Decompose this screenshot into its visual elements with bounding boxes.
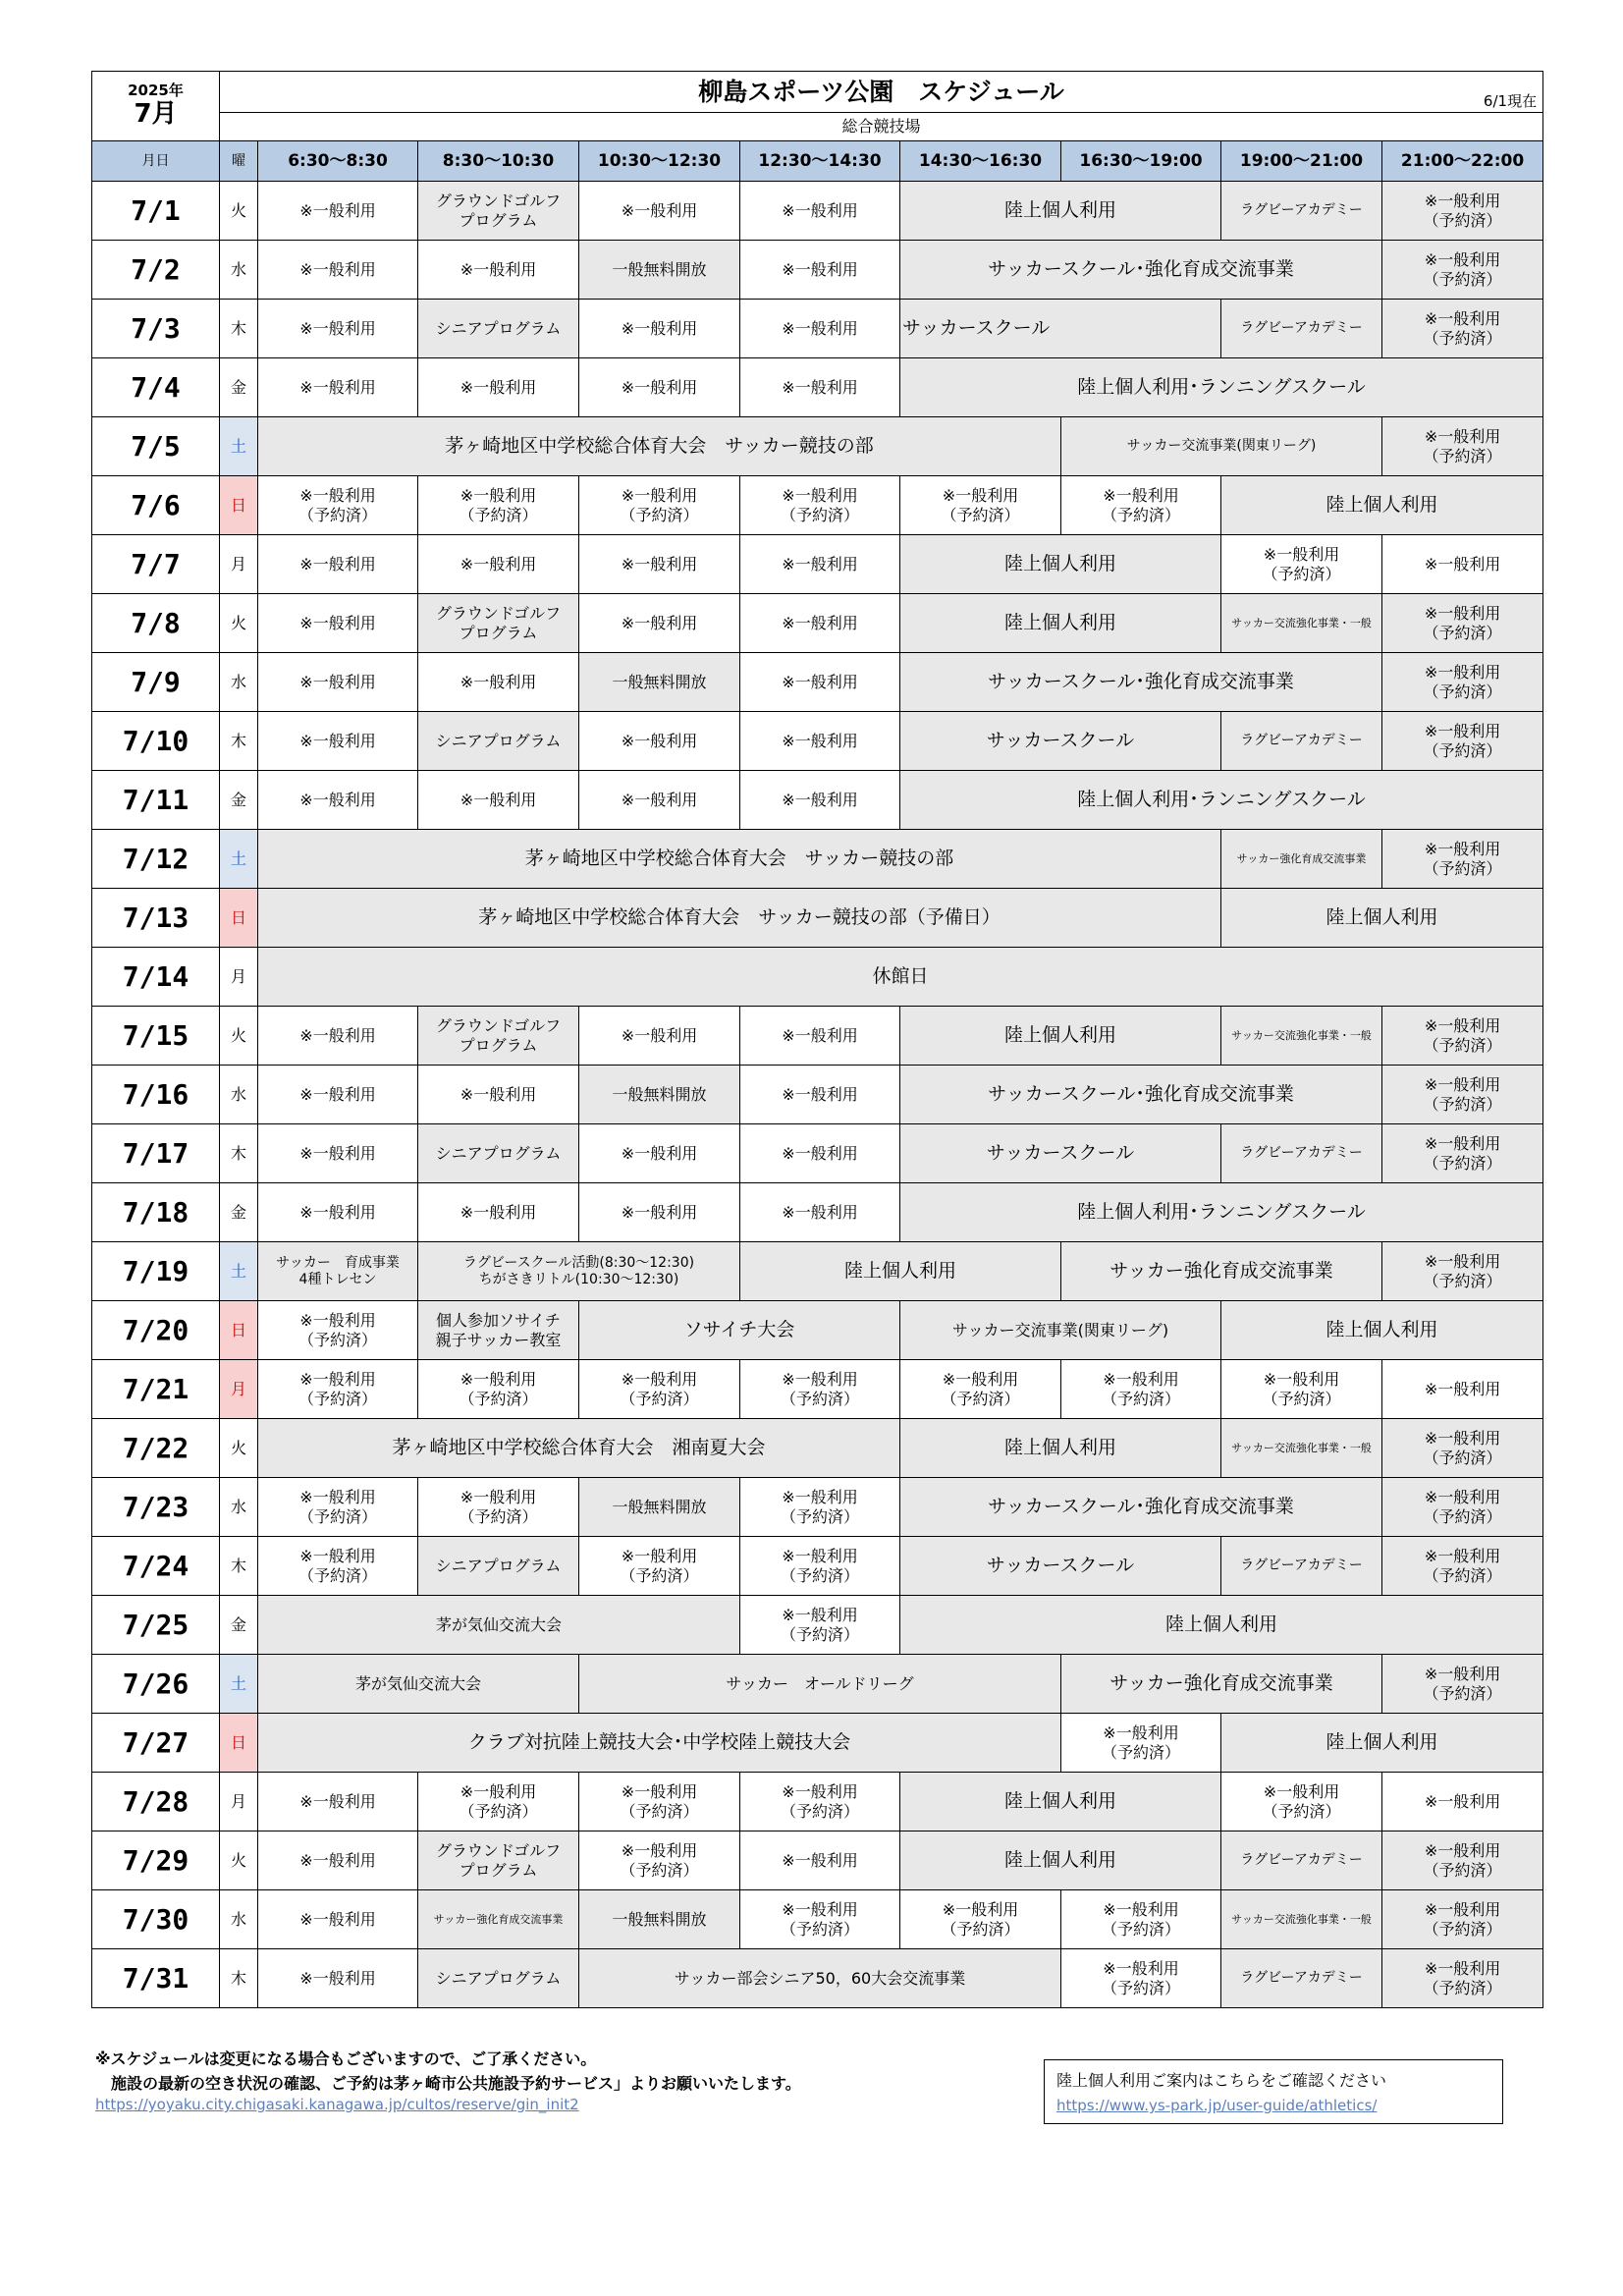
day-row: [92, 1949, 1543, 2008]
event-cell: ※一般利用 （予約済）: [740, 1890, 900, 1949]
event-cell: ※一般利用: [1382, 535, 1543, 594]
event-cell: ※一般利用: [579, 300, 740, 358]
event-cell: ※一般利用: [258, 535, 418, 594]
month-cell: [92, 72, 220, 141]
day-row: [92, 712, 1543, 771]
weekday-cell: 土: [220, 417, 258, 476]
event-cell: 陸上個人利用: [900, 535, 1221, 594]
weekday-cell: 水: [220, 653, 258, 712]
event-cell: 一般無料開放: [579, 1478, 740, 1537]
event-cell: ※一般利用: [740, 535, 900, 594]
weekday-cell: 水: [220, 241, 258, 300]
day-row: [92, 771, 1543, 830]
weekday-cell: 火: [220, 1831, 258, 1890]
event-cell: ラグビーアカデミー: [1221, 1124, 1382, 1183]
weekday-cell: 火: [220, 1007, 258, 1066]
event-cell: ※一般利用: [418, 358, 579, 417]
date-cell: 7/11: [92, 771, 220, 830]
event-cell: ※一般利用 （予約済）: [1382, 1066, 1543, 1124]
event-cell: 一般無料開放: [579, 241, 740, 300]
event-cell: 茅が気仙交流大会: [258, 1596, 740, 1655]
event-cell: ※一般利用 （予約済）: [1382, 1655, 1543, 1714]
date-cell: 7/13: [92, 889, 220, 948]
day-row: [92, 535, 1543, 594]
event-cell: ※一般利用 （予約済）: [1382, 241, 1543, 300]
event-cell: 陸上個人利用: [740, 1242, 1061, 1301]
event-cell: ※一般利用: [740, 1183, 900, 1242]
event-cell: 陸上個人利用･ランニングスクール: [900, 358, 1543, 417]
date-cell: 7/15: [92, 1007, 220, 1066]
event-cell: ※一般利用 （予約済）: [1221, 1360, 1382, 1419]
event-cell: ※一般利用: [1382, 1360, 1543, 1419]
day-row: [92, 830, 1543, 889]
event-cell: ※一般利用: [258, 358, 418, 417]
weekday-cell: 火: [220, 594, 258, 653]
title-cell: [220, 72, 1543, 113]
event-cell: グラウンドゴルフ プログラム: [418, 1007, 579, 1066]
weekday-cell: 火: [220, 182, 258, 241]
event-cell: 個人参加ソサイチ 親子サッカー教室: [418, 1301, 579, 1360]
event-cell: 陸上個人利用: [900, 1773, 1221, 1831]
event-cell: ※一般利用 （予約済）: [579, 1360, 740, 1419]
day-row: [92, 417, 1543, 476]
weekday-cell: 日: [220, 889, 258, 948]
event-cell: サッカー交流事業(関東リーグ): [900, 1301, 1221, 1360]
event-cell: ※一般利用 （予約済）: [418, 1478, 579, 1537]
event-cell: ※一般利用 （予約済）: [1382, 830, 1543, 889]
event-cell: ※一般利用: [258, 594, 418, 653]
date-cell: 7/5: [92, 417, 220, 476]
date-cell: 7/30: [92, 1890, 220, 1949]
date-cell: 7/22: [92, 1419, 220, 1478]
weekday-cell: 土: [220, 830, 258, 889]
weekday-cell: 土: [220, 1242, 258, 1301]
day-row: [92, 1242, 1543, 1301]
event-cell: サッカー交流強化事業・一般: [1221, 1007, 1382, 1066]
event-cell: 陸上個人利用: [900, 594, 1221, 653]
event-cell: ※一般利用 （予約済）: [1221, 1773, 1382, 1831]
schedule-body: [92, 72, 1543, 2008]
event-cell: サッカースクール: [900, 712, 1221, 771]
event-cell: ※一般利用 （予約済）: [418, 1773, 579, 1831]
event-cell: ※一般利用: [418, 771, 579, 830]
event-cell: ※一般利用: [740, 653, 900, 712]
event-cell: ※一般利用: [740, 182, 900, 241]
event-cell: 茅が気仙交流大会: [258, 1655, 579, 1714]
event-cell: グラウンドゴルフ プログラム: [418, 182, 579, 241]
event-cell: ※一般利用 （予約済）: [1382, 1242, 1543, 1301]
event-cell: 陸上個人利用: [900, 1831, 1221, 1890]
venue-name: 総合競技場: [220, 113, 1543, 141]
date-cell: 7/19: [92, 1242, 220, 1301]
event-cell: ※一般利用: [579, 1124, 740, 1183]
date-cell: 7/20: [92, 1301, 220, 1360]
event-cell: ラグビースクール活動(8:30～12:30) ちがさきリトル(10:30～12:30): [418, 1242, 740, 1301]
event-cell: ※一般利用: [579, 1183, 740, 1242]
event-cell: ※一般利用: [258, 653, 418, 712]
day-row: [92, 1596, 1543, 1655]
weekday-cell: 木: [220, 1949, 258, 2008]
event-cell: ラグビーアカデミー: [1221, 1537, 1382, 1596]
event-cell: サッカー交流事業(関東リーグ): [1061, 417, 1382, 476]
date-cell: 7/4: [92, 358, 220, 417]
slot-header: 16:30～19:00: [1061, 141, 1221, 182]
event-cell: ※一般利用: [740, 1831, 900, 1890]
day-row: [92, 1537, 1543, 1596]
event-cell: ※一般利用 （予約済）: [1382, 1537, 1543, 1596]
date-cell: 7/17: [92, 1124, 220, 1183]
event-cell: 陸上個人利用: [1221, 476, 1543, 535]
day-row: [92, 182, 1543, 241]
reservation-notice: 施設の最新の空き状況の確認、ご予約は茅ヶ崎市公共施設予約サービス」よりお願いいたします。: [95, 2074, 801, 2093]
event-cell: サッカースクール･強化育成交流事業: [900, 1478, 1382, 1537]
date-cell: 7/21: [92, 1360, 220, 1419]
event-cell: ※一般利用 （予約済）: [418, 1360, 579, 1419]
event-cell: ※一般利用 （予約済）: [740, 1773, 900, 1831]
event-cell: ※一般利用 （予約済）: [1382, 182, 1543, 241]
event-cell: ※一般利用: [1382, 1773, 1543, 1831]
event-cell: ※一般利用: [740, 771, 900, 830]
event-cell: ※一般利用: [579, 594, 740, 653]
event-cell: ※一般利用: [579, 182, 740, 241]
event-cell: 陸上個人利用: [900, 182, 1221, 241]
event-cell: サッカースクール: [900, 1124, 1221, 1183]
athletics-info-box: [1044, 2059, 1503, 2124]
slot-header: 21:00～22:00: [1382, 141, 1543, 182]
athletics-info-text: 陸上個人利用ご案内はこちらをご確認ください: [1056, 2071, 1387, 2090]
event-cell: ※一般利用: [740, 594, 900, 653]
event-cell: ※一般利用 （予約済）: [1382, 417, 1543, 476]
event-cell: サッカー強化育成交流事業: [1061, 1655, 1382, 1714]
day-row: [92, 1007, 1543, 1066]
event-cell: ※一般利用 （予約済）: [1382, 1007, 1543, 1066]
day-row: [92, 1478, 1543, 1537]
date-cell: 7/6: [92, 476, 220, 535]
change-notice: ※スケジュールは変更になる場合もございますので、ご了承ください。: [95, 2050, 597, 2068]
event-cell: ラグビーアカデミー: [1221, 300, 1382, 358]
event-cell: 一般無料開放: [579, 1066, 740, 1124]
weekday-cell: 水: [220, 1478, 258, 1537]
event-cell: ※一般利用 （予約済）: [740, 476, 900, 535]
event-cell: ※一般利用 （予約済）: [579, 1537, 740, 1596]
day-row: [92, 594, 1543, 653]
event-cell: 陸上個人利用: [1221, 1301, 1543, 1360]
event-cell: ※一般利用 （予約済）: [1382, 1831, 1543, 1890]
date-cell: 7/2: [92, 241, 220, 300]
event-cell: ※一般利用 （予約済）: [1061, 1360, 1221, 1419]
date-cell: 7/8: [92, 594, 220, 653]
event-cell: ※一般利用 （予約済）: [1382, 300, 1543, 358]
event-cell: ※一般利用 （予約済）: [1382, 1124, 1543, 1183]
weekday-cell: 月: [220, 535, 258, 594]
page-title: 柳島スポーツ公園 スケジュール: [698, 77, 1064, 106]
event-cell: ※一般利用: [740, 358, 900, 417]
event-cell: ※一般利用 （予約済）: [1061, 1949, 1221, 2008]
event-cell: ※一般利用 （予約済）: [418, 476, 579, 535]
weekday-cell: 金: [220, 1183, 258, 1242]
event-cell: ※一般利用: [258, 1773, 418, 1831]
event-cell: ※一般利用: [740, 1066, 900, 1124]
event-cell: ※一般利用 （予約済）: [258, 1360, 418, 1419]
as-of-date: 6/1現在: [1483, 92, 1538, 110]
slot-header: 19:00～21:00: [1221, 141, 1382, 182]
event-cell: シニアプログラム: [418, 1537, 579, 1596]
date-cell: 7/23: [92, 1478, 220, 1537]
event-cell: サッカー強化育成交流事業: [418, 1890, 579, 1949]
column-header-row: [92, 141, 1543, 182]
event-cell: 茅ヶ崎地区中学校総合体育大会 サッカー競技の部: [258, 830, 1221, 889]
reservation-link[interactable]: https://yoyaku.city.chigasaki.kanagawa.jp/cultos/reserve/gin_init2: [95, 2096, 579, 2113]
event-cell: 陸上個人利用･ランニングスクール: [900, 771, 1543, 830]
event-cell: ※一般利用: [740, 300, 900, 358]
date-cell: 7/14: [92, 948, 220, 1007]
event-cell: 一般無料開放: [579, 653, 740, 712]
weekday-cell: 金: [220, 1596, 258, 1655]
event-cell: グラウンドゴルフ プログラム: [418, 1831, 579, 1890]
event-cell: 休館日: [258, 948, 1543, 1007]
date-cell: 7/24: [92, 1537, 220, 1596]
event-cell: ※一般利用: [258, 241, 418, 300]
event-cell: ※一般利用: [579, 1007, 740, 1066]
day-row: [92, 1301, 1543, 1360]
athletics-info-link[interactable]: https://www.ys-park.jp/user-guide/athletics/: [1056, 2097, 1378, 2114]
weekday-cell: 火: [220, 1419, 258, 1478]
weekday-cell: 土: [220, 1655, 258, 1714]
event-cell: サッカー交流強化事業・一般: [1221, 594, 1382, 653]
day-row: [92, 1714, 1543, 1773]
weekday-cell: 木: [220, 1124, 258, 1183]
event-cell: 陸上個人利用: [900, 1419, 1221, 1478]
event-cell: 陸上個人利用･ランニングスクール: [900, 1183, 1543, 1242]
event-cell: ※一般利用: [579, 712, 740, 771]
event-cell: サッカー交流強化事業・一般: [1221, 1419, 1382, 1478]
event-cell: 陸上個人利用: [1221, 1714, 1543, 1773]
event-cell: ※一般利用: [740, 1007, 900, 1066]
event-cell: 陸上個人利用: [1221, 889, 1543, 948]
date-cell: 7/29: [92, 1831, 220, 1890]
weekday-cell: 木: [220, 1537, 258, 1596]
event-cell: ※一般利用 （予約済）: [1061, 1714, 1221, 1773]
event-cell: ※一般利用 （予約済）: [1382, 1890, 1543, 1949]
event-cell: ※一般利用 （予約済）: [740, 1537, 900, 1596]
date-cell: 7/16: [92, 1066, 220, 1124]
event-cell: ※一般利用: [258, 1007, 418, 1066]
date-cell: 7/31: [92, 1949, 220, 2008]
dow-header: 曜: [220, 141, 258, 182]
event-cell: ※一般利用 （予約済）: [1382, 712, 1543, 771]
event-cell: ※一般利用 （予約済）: [740, 1596, 900, 1655]
day-row: [92, 653, 1543, 712]
day-row: [92, 1066, 1543, 1124]
date-cell: 7/3: [92, 300, 220, 358]
event-cell: ※一般利用: [418, 1183, 579, 1242]
day-row: [92, 241, 1543, 300]
day-row: [92, 1419, 1543, 1478]
event-cell: ※一般利用 （予約済）: [579, 1773, 740, 1831]
event-cell: サッカースクール･強化育成交流事業: [900, 241, 1382, 300]
event-cell: ※一般利用: [579, 535, 740, 594]
event-cell: ラグビーアカデミー: [1221, 1831, 1382, 1890]
event-cell: ※一般利用 （予約済）: [1382, 594, 1543, 653]
date-cell: 7/25: [92, 1596, 220, 1655]
event-cell: ソサイチ大会: [579, 1301, 900, 1360]
event-cell: 茅ヶ崎地区中学校総合体育大会 サッカー競技の部（予備日）: [258, 889, 1221, 948]
event-cell: サッカースクール･強化育成交流事業: [900, 1066, 1382, 1124]
event-cell: ※一般利用: [258, 771, 418, 830]
event-cell: ※一般利用: [258, 712, 418, 771]
event-cell: ※一般利用: [579, 358, 740, 417]
event-cell: ※一般利用 （予約済）: [579, 1831, 740, 1890]
day-row: [92, 1183, 1543, 1242]
weekday-cell: 月: [220, 1773, 258, 1831]
event-cell: 茅ヶ崎地区中学校総合体育大会 サッカー競技の部: [258, 417, 1061, 476]
event-cell: 陸上個人利用: [900, 1596, 1543, 1655]
day-row: [92, 1655, 1543, 1714]
day-row: [92, 1773, 1543, 1831]
event-cell: ※一般利用 （予約済）: [740, 1360, 900, 1419]
event-cell: ラグビーアカデミー: [1221, 1949, 1382, 2008]
event-cell: ※一般利用: [740, 712, 900, 771]
event-cell: ※一般利用 （予約済）: [579, 476, 740, 535]
date-cell: 7/27: [92, 1714, 220, 1773]
event-cell: ※一般利用: [740, 1124, 900, 1183]
weekday-cell: 木: [220, 712, 258, 771]
event-cell: ラグビーアカデミー: [1221, 712, 1382, 771]
event-cell: 茅ヶ崎地区中学校総合体育大会 湘南夏大会: [258, 1419, 900, 1478]
date-cell: 7/26: [92, 1655, 220, 1714]
weekday-cell: 金: [220, 358, 258, 417]
weekday-cell: 日: [220, 476, 258, 535]
year-label: 2025年: [128, 82, 184, 100]
event-cell: ラグビーアカデミー: [1221, 182, 1382, 241]
day-row: [92, 476, 1543, 535]
weekday-cell: 水: [220, 1066, 258, 1124]
date-header: 月日: [92, 141, 220, 182]
event-cell: サッカースクール: [900, 300, 1221, 358]
slot-header: 14:30～16:30: [900, 141, 1061, 182]
event-cell: ※一般利用: [740, 241, 900, 300]
event-cell: ※一般利用 （予約済）: [258, 476, 418, 535]
event-cell: ※一般利用: [258, 300, 418, 358]
event-cell: サッカースクール: [900, 1537, 1221, 1596]
event-cell: ※一般利用: [258, 1066, 418, 1124]
day-row: [92, 1831, 1543, 1890]
event-cell: ※一般利用 （予約済）: [1382, 653, 1543, 712]
event-cell: グラウンドゴルフ プログラム: [418, 594, 579, 653]
day-row: [92, 889, 1543, 948]
event-cell: ※一般利用: [258, 1124, 418, 1183]
event-cell: サッカー 育成事業 4種トレセン: [258, 1242, 418, 1301]
event-cell: 一般無料開放: [579, 1890, 740, 1949]
day-row: [92, 1890, 1543, 1949]
event-cell: ※一般利用: [418, 535, 579, 594]
event-cell: サッカー強化育成交流事業: [1221, 830, 1382, 889]
event-cell: サッカー交流強化事業・一般: [1221, 1890, 1382, 1949]
date-cell: 7/28: [92, 1773, 220, 1831]
weekday-cell: 水: [220, 1890, 258, 1949]
weekday-cell: 月: [220, 948, 258, 1007]
slot-header: 8:30～10:30: [418, 141, 579, 182]
event-cell: ※一般利用: [258, 1949, 418, 2008]
event-cell: ※一般利用 （予約済）: [900, 1890, 1061, 1949]
day-row: [92, 358, 1543, 417]
event-cell: ※一般利用: [258, 1183, 418, 1242]
weekday-cell: 日: [220, 1714, 258, 1773]
event-cell: ※一般利用: [258, 1890, 418, 1949]
event-cell: ※一般利用 （予約済）: [258, 1301, 418, 1360]
date-cell: 7/10: [92, 712, 220, 771]
day-row: [92, 948, 1543, 1007]
weekday-cell: 月: [220, 1360, 258, 1419]
event-cell: ※一般利用 （予約済）: [900, 1360, 1061, 1419]
date-cell: 7/7: [92, 535, 220, 594]
schedule-table: [91, 71, 1543, 2008]
event-cell: ※一般利用: [258, 182, 418, 241]
event-cell: ※一般利用 （予約済）: [1382, 1478, 1543, 1537]
event-cell: シニアプログラム: [418, 300, 579, 358]
event-cell: サッカースクール･強化育成交流事業: [900, 653, 1382, 712]
event-cell: ※一般利用 （予約済）: [900, 476, 1061, 535]
event-cell: 陸上個人利用: [900, 1007, 1221, 1066]
date-cell: 7/18: [92, 1183, 220, 1242]
month-label: 7月: [134, 99, 178, 130]
slot-header: 6:30～8:30: [258, 141, 418, 182]
weekday-cell: 日: [220, 1301, 258, 1360]
event-cell: サッカー強化育成交流事業: [1061, 1242, 1382, 1301]
event-cell: ※一般利用 （予約済）: [1061, 1890, 1221, 1949]
weekday-cell: 木: [220, 300, 258, 358]
event-cell: シニアプログラム: [418, 1949, 579, 2008]
date-cell: 7/9: [92, 653, 220, 712]
event-cell: ※一般利用 （予約済）: [1382, 1949, 1543, 2008]
weekday-cell: 金: [220, 771, 258, 830]
event-cell: クラブ対抗陸上競技大会･中学校陸上競技大会: [258, 1714, 1061, 1773]
event-cell: ※一般利用: [418, 1066, 579, 1124]
event-cell: ※一般利用 （予約済）: [258, 1478, 418, 1537]
day-row: [92, 300, 1543, 358]
event-cell: シニアプログラム: [418, 712, 579, 771]
event-cell: ※一般利用: [418, 653, 579, 712]
event-cell: サッカー部会シニア50，60大会交流事業: [579, 1949, 1061, 2008]
event-cell: ※一般利用 （予約済）: [258, 1537, 418, 1596]
event-cell: ※一般利用: [579, 771, 740, 830]
date-cell: 7/12: [92, 830, 220, 889]
event-cell: ※一般利用 （予約済）: [740, 1478, 900, 1537]
event-cell: ※一般利用 （予約済）: [1061, 476, 1221, 535]
event-cell: ※一般利用: [418, 241, 579, 300]
slot-header: 10:30～12:30: [579, 141, 740, 182]
event-cell: ※一般利用 （予約済）: [1382, 1419, 1543, 1478]
slot-header: 12:30～14:30: [740, 141, 900, 182]
day-row: [92, 1124, 1543, 1183]
day-row: [92, 1360, 1543, 1419]
event-cell: ※一般利用: [258, 1831, 418, 1890]
date-cell: 7/1: [92, 182, 220, 241]
event-cell: ※一般利用 （予約済）: [1221, 535, 1382, 594]
event-cell: シニアプログラム: [418, 1124, 579, 1183]
event-cell: サッカー オールドリーグ: [579, 1655, 1061, 1714]
